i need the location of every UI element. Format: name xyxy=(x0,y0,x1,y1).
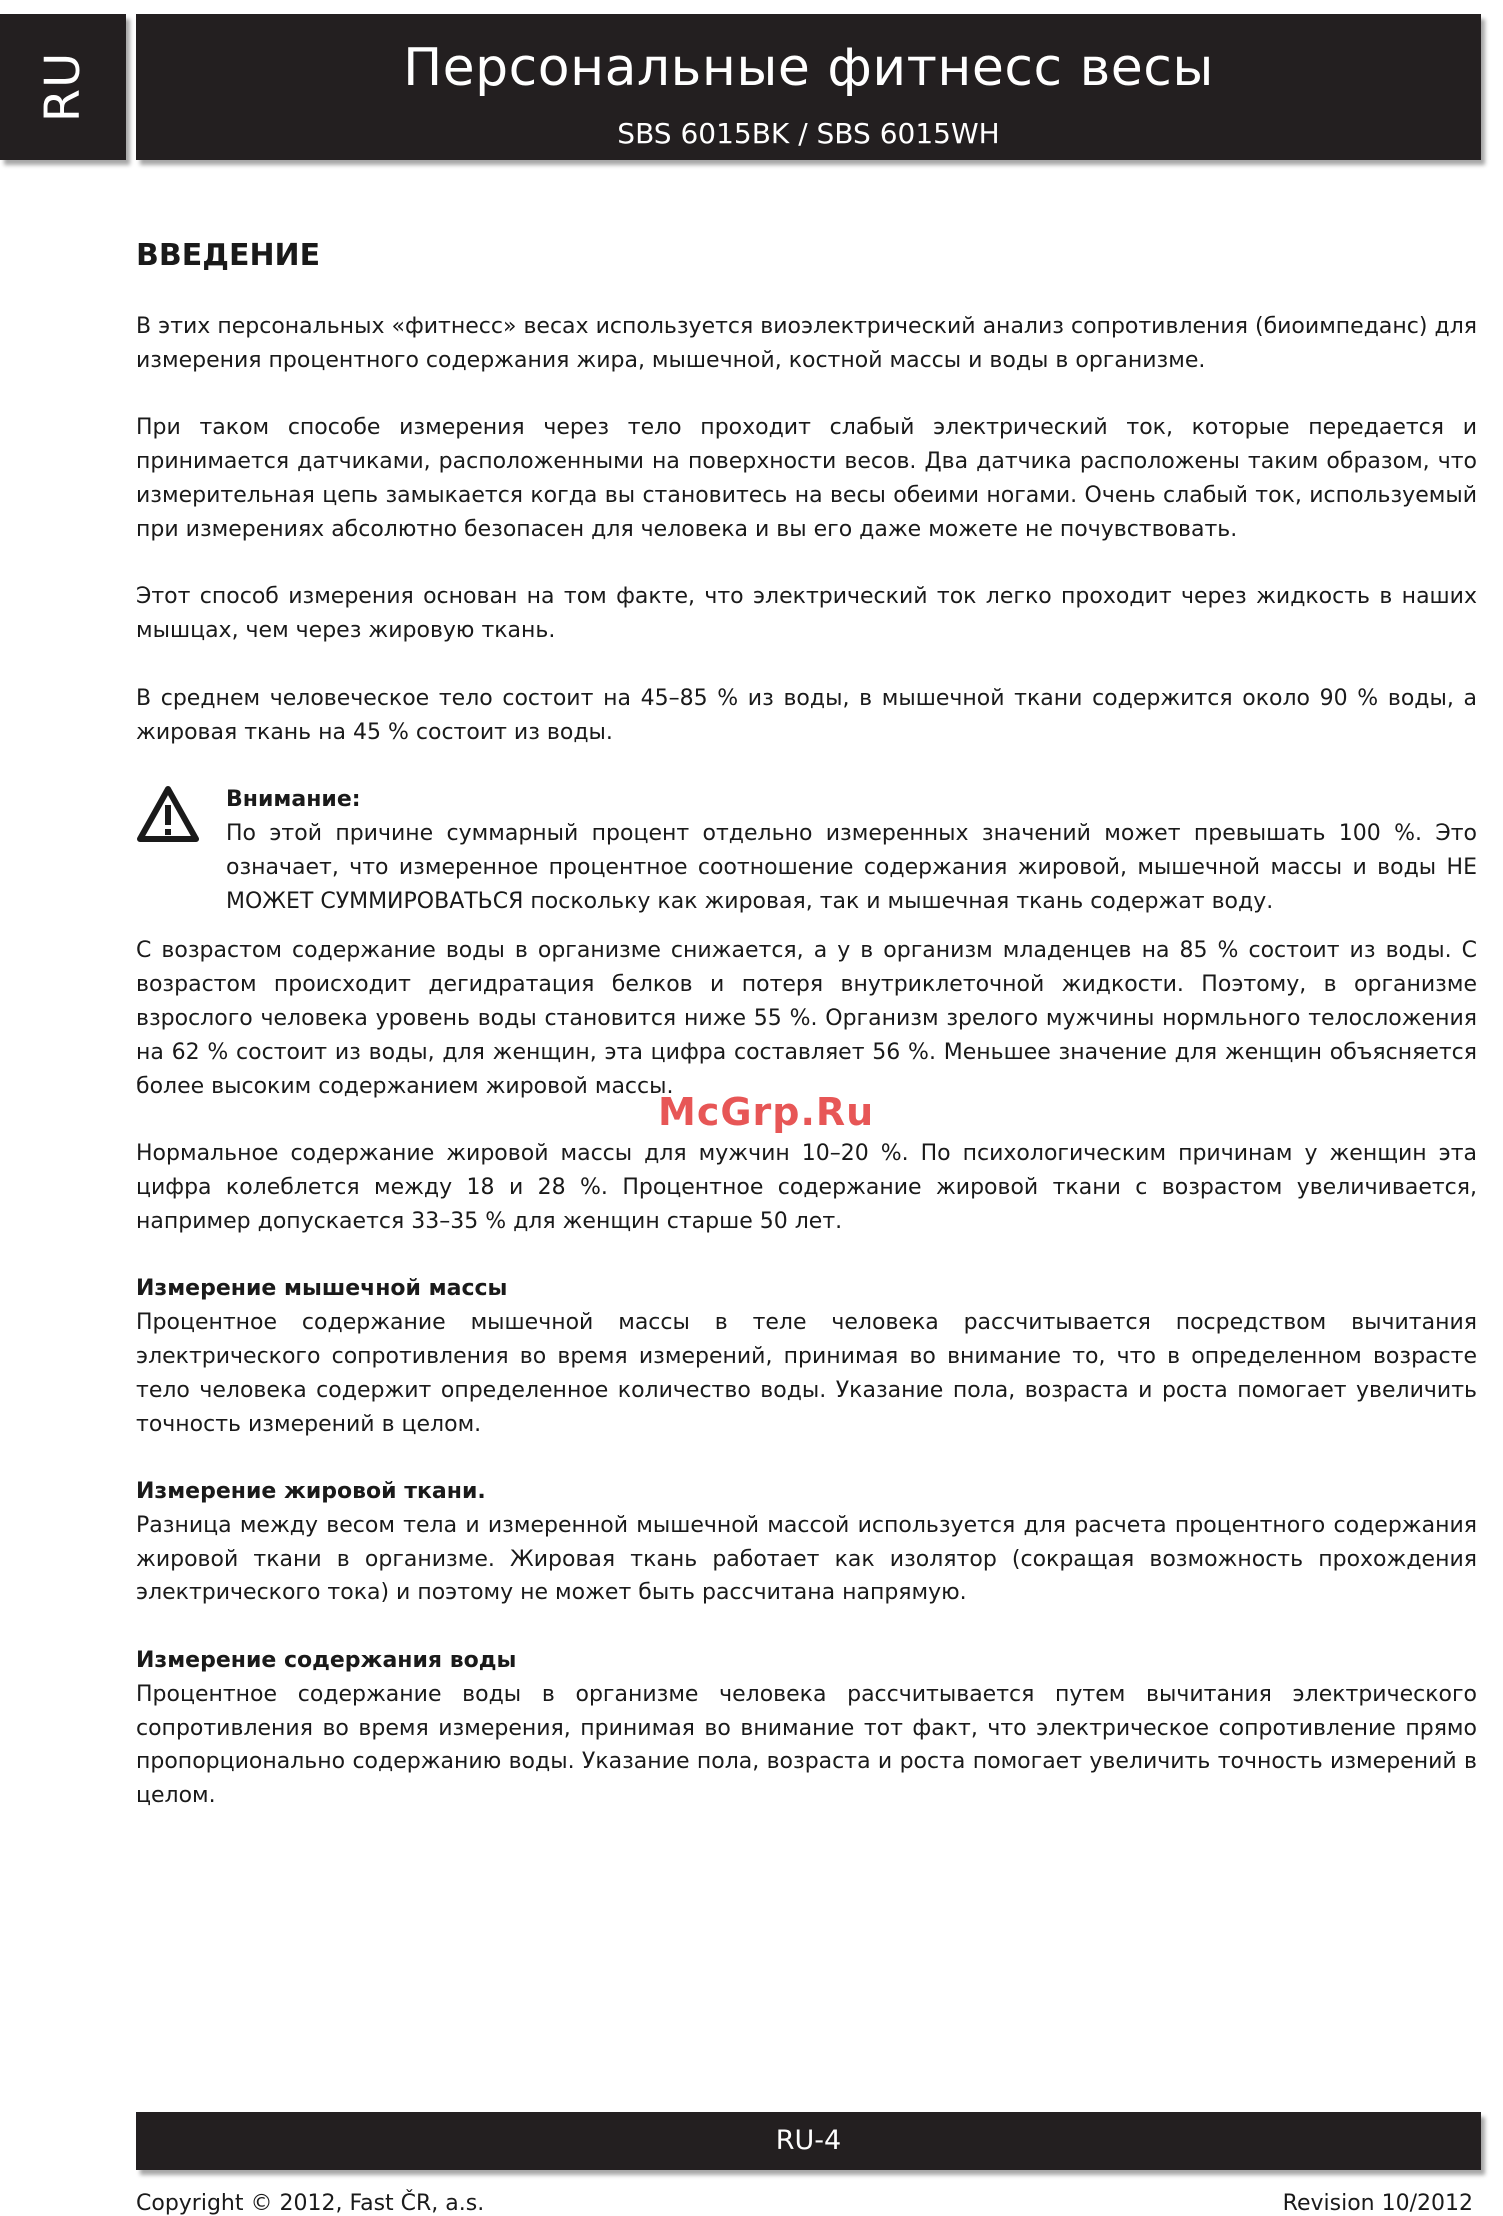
header-bar xyxy=(136,14,1481,160)
watermark: McGrp.Ru xyxy=(658,1090,875,1134)
main-content xyxy=(136,236,1477,1847)
footer-bar xyxy=(136,2112,1481,2170)
warning-text: По этой причине суммарный процент отдельно измеренных значений может превышать 100 %. Это означает, что измеренное процентное соотношение содержания жировой, мышечной массы и воды НЕ МОЖЕТ СУММИРОВАТЬСЯ поскольку как жировая, так и мышечная ткань содержат воду. xyxy=(226,820,1477,914)
copyright: Copyright © 2012, Fast ČR, a.s. xyxy=(136,2191,485,2216)
subsection-title-muscle: Измерение мышечной массы xyxy=(136,1276,508,1302)
section-title: ВВЕДЕНИЕ xyxy=(136,238,321,273)
language-label: RU xyxy=(35,51,91,123)
warning-triangle-icon xyxy=(136,785,200,843)
warning-title: Внимание: xyxy=(226,787,361,813)
fat-norm-paragraph: Нормальное содержание жировой массы для мужчин 10–20 %. По психологическим причинам у женщин эта цифра колеблется между 18 и 28 %. Процентное содержание жировой ткани с возрастом увеличивается, например допускается 33–35 % для женщин старше 50 лет. xyxy=(136,1141,1477,1234)
warning-block xyxy=(136,783,1477,918)
page-number: RU-4 xyxy=(775,2125,842,2156)
model-subtitle: SBS 6015BK / SBS 6015WH xyxy=(617,117,1000,150)
revision: Revision 10/2012 xyxy=(1282,2191,1473,2216)
water-paragraph: В среднем человеческое тело состоит на 45–85 % из воды, в мышечной ткани содержится около 90 % воды, а жировая ткань на 45 % состоит из воды. xyxy=(136,685,1477,745)
subsection-title-fat: Измерение жировой ткани. xyxy=(136,1479,486,1505)
intro-paragraph: В этих персональных «фитнесс» весах используется виоэлектрический анализ сопротивления (биоимпеданс) для измерения процентного содержания жира, мышечной, костной массы и воды в организме. xyxy=(136,314,1477,373)
page-title: Персональные фитнесс весы xyxy=(403,38,1214,98)
subsection-text-water: Процентное содержание воды в организме человека рассчитывается путем вычитания электрического сопротивления во время измерения, принимая во внимание тот факт, что электрическое сопротивление прямо пропорционально содержанию воды. Указание пола, возраста и роста помогает увеличить точность измерений в целом. xyxy=(136,1681,1477,1809)
age-paragraph: С возрастом содержание воды в организме снижается, а у в организм младенцев на 85 % состоит из воды. С возрастом происходит дегидратация белков и потеря внутриклеточной жидкости. Поэтому, в организме взрослого человека уровень воды становится ниже 55 %. Организм зрелого мужчины нормльного телосложения на 62 % состоит из воды, для женщин, эта цифра составляет 56 %. Меньшее значение для женщин объясняется более высоким содержанием жировой массы. xyxy=(136,938,1477,1099)
basis-paragraph: Этот способ измерения основан на том факте, что электрический ток легко проходит через жидкость в наших мышцах, чем через жировую ткань. xyxy=(136,584,1477,644)
subsection-text-fat: Разница между весом тела и измеренной мышечной массой используется для расчета процентного содержания жировой ткани в организме. Жировая ткань работает как изолятор (сокращая возможность прохождения электрического тока) и поэтому не может быть рассчитана напрямую. xyxy=(136,1512,1477,1606)
language-tab xyxy=(0,14,126,160)
subsection-title-water: Измерение содержания воды xyxy=(136,1648,517,1674)
subsection-text-muscle: Процентное содержание мышечной массы в теле человека рассчитывается посредством вычитания электрического сопротивления во время измерений, принимая во внимание то, что в определенном возрасте тело человека содержит определенное количество воды. Указание пола, возраста и роста помогает увеличить точность измерений в целом. xyxy=(136,1310,1477,1437)
method-paragraph: При таком способе измерения через тело проходит слабый электрический ток, которые передается и принимается датчиками, расположенными на поверхности весов. Два датчика расположены таким образом, что измерительная цепь замыкается когда вы становитесь на весы обеими ногами. Очень слабый ток, используемый при измерениях абсолютно безопасен для человека и вы его даже можете не почувствовать. xyxy=(136,415,1477,542)
